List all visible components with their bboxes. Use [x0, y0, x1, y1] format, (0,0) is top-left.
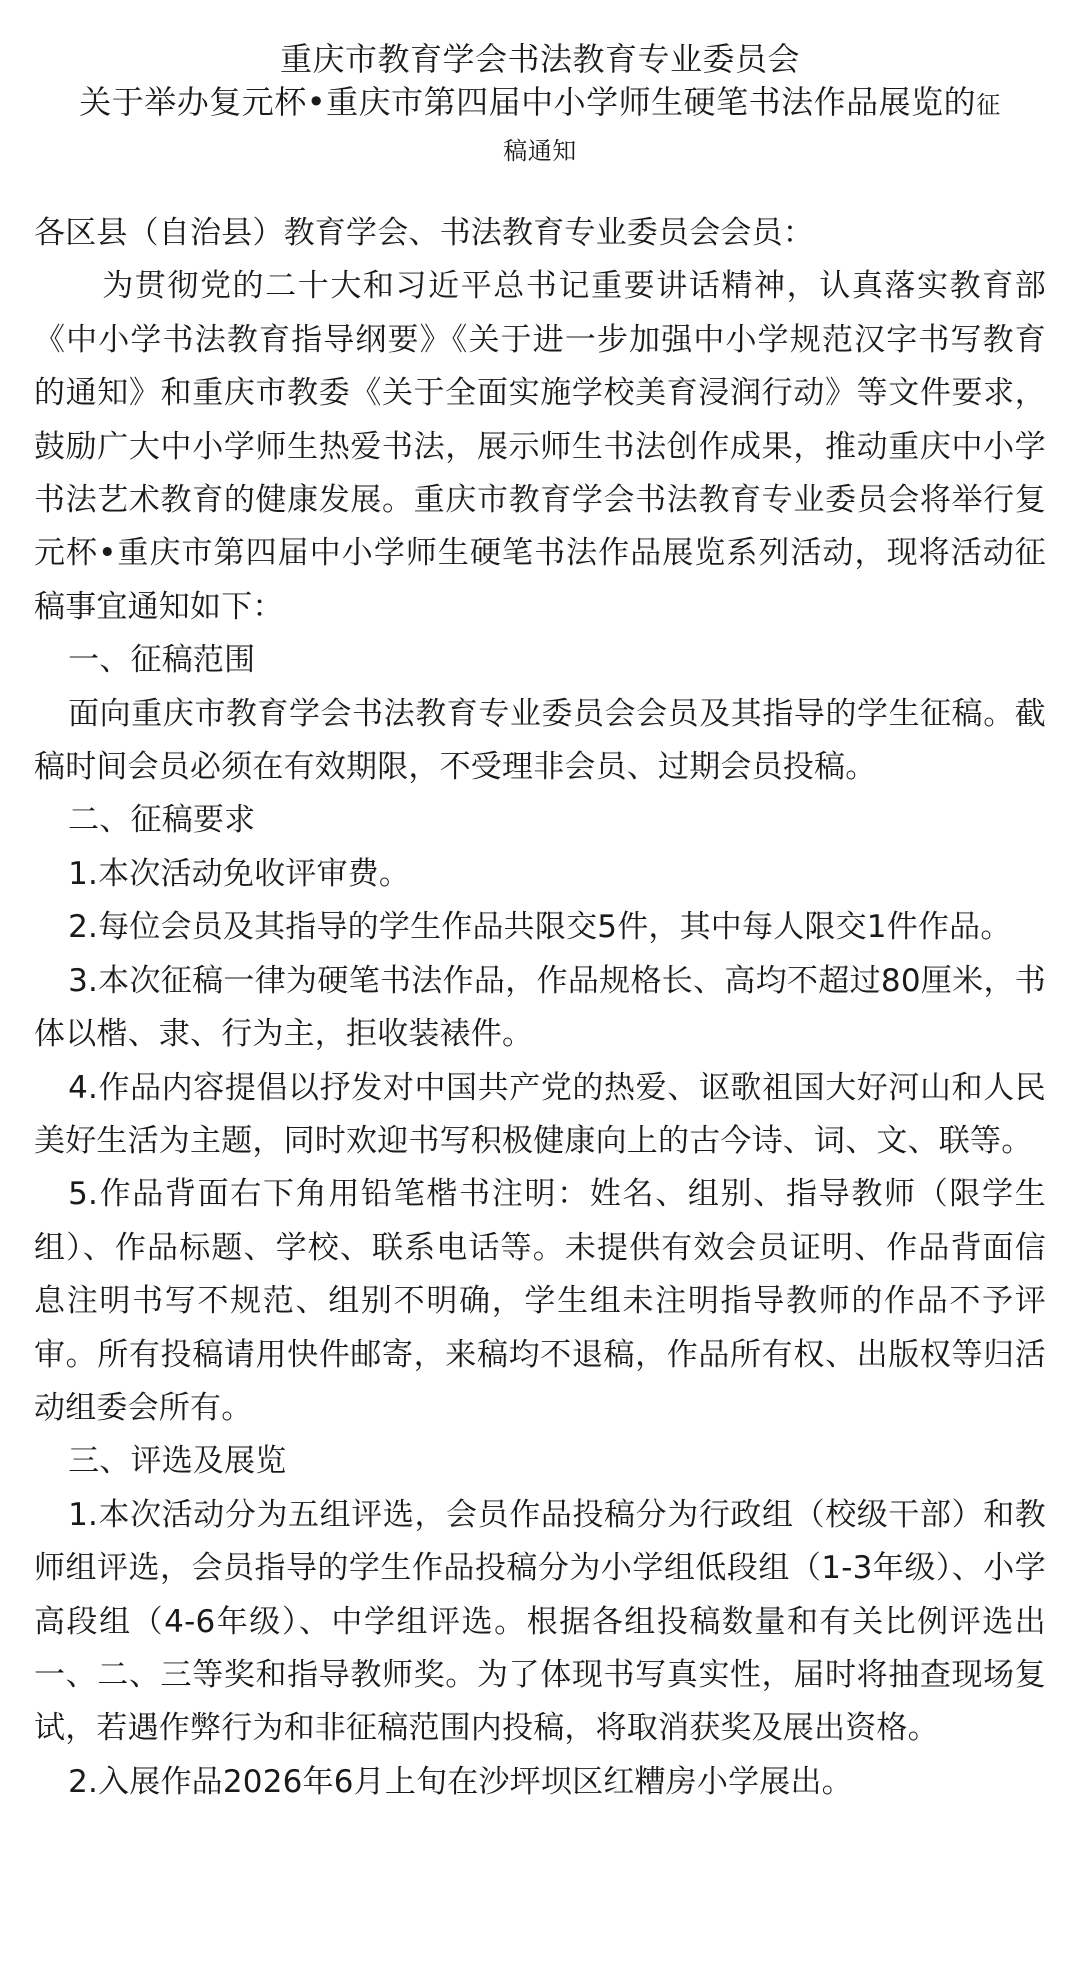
document-title-sub: 稿通知: [503, 137, 577, 165]
requirement-item-2: 2.每位会员及其指导的学生作品共限交5件，其中每人限交1件作品。: [68, 909, 1012, 946]
section-heading-requirements: 二、征稿要求: [68, 802, 256, 839]
evaluation-item-1: 1.本次活动分为五组评选，会员作品投稿分为行政组（校级干部）和教师组评选，会员指导的学生作品投稿分为小学组低段组（1-3年级）、小学高段组（4-6年级）、中学组评选。根据各组投稿数量和有关比例评选出一、二、三等奖和指导教师奖。为了体现书写真实性，届时将抽查现场复试，若遇作弊行为和非征稿范围内投稿，将取消获奖及展出资格。: [34, 1496, 1046, 1747]
requirement-item-3: 3.本次征稿一律为硬笔书法作品，作品规格长、高均不超过80厘米，书体以楷、隶、行为主，拒收装裱件。: [34, 962, 1046, 1053]
intro-paragraph: 为贯彻党的二十大和习近平总书记重要讲话精神，认真落实教育部《中小学书法教育指导纲要》《关于进一步加强中小学规范汉字书写教育的通知》和重庆市教委《关于全面实施学校美育浸润行动》等文件要求，鼓励广大中小学师生热爱书法，展示师生书法创作成果，推动重庆中小学书法艺术教育的健康发展。重庆市教育学会书法教育专业委员会将举行复元杯•重庆市第四届中小学师生硬笔书法作品展览系列活动，现将活动征稿事宜通知如下：: [34, 268, 1046, 625]
salutation: 各区县（自治县）教育学会、书法教育专业委员会会员：: [34, 215, 814, 251]
requirement-item-1: 1.本次活动免收评审费。: [68, 855, 411, 892]
evaluation-item-2: 2.入展作品2026年6月上旬在沙坪坝区红糟房小学展出。: [68, 1763, 853, 1800]
document-title-main-text: 关于举办复元杯•重庆市第四届中小学师生硬笔书法作品展览的: [79, 83, 977, 121]
requirement-item-4: 4.作品内容提倡以抒发对中国共产党的热爱、讴歌祖国大好河山和人民美好生活为主题，同时欢迎书写积极健康向上的古今诗、词、文、联等。: [34, 1069, 1046, 1159]
section-heading-scope: 一、征稿范围: [68, 642, 256, 679]
document-title-org: 重庆市教育学会书法教育专业委员会: [279, 40, 800, 78]
document-title-main: [34, 81, 1046, 127]
requirement-item-5: 5.作品背面右下角用铅笔楷书注明：姓名、组别、指导教师（限学生组）、作品标题、学校、联系电话等。未提供有效会员证明、作品背面信息注明书写不规范、组别不明确，学生组未注明指导教师的作品不予评审。所有投稿请用快件邮寄，来稿均不退稿，作品所有权、出版权等归活动组委会所有。: [34, 1176, 1046, 1426]
document-title-main-tail: 征: [976, 91, 1001, 119]
document-body: [34, 207, 1046, 1809]
section-heading-evaluation: 三、评选及展览: [68, 1443, 287, 1480]
scope-paragraph: 面向重庆市教育学会书法教育专业委员会会员及其指导的学生征稿。截稿时间会员必须在有效期限，不受理非会员、过期会员投稿。: [34, 695, 1046, 786]
